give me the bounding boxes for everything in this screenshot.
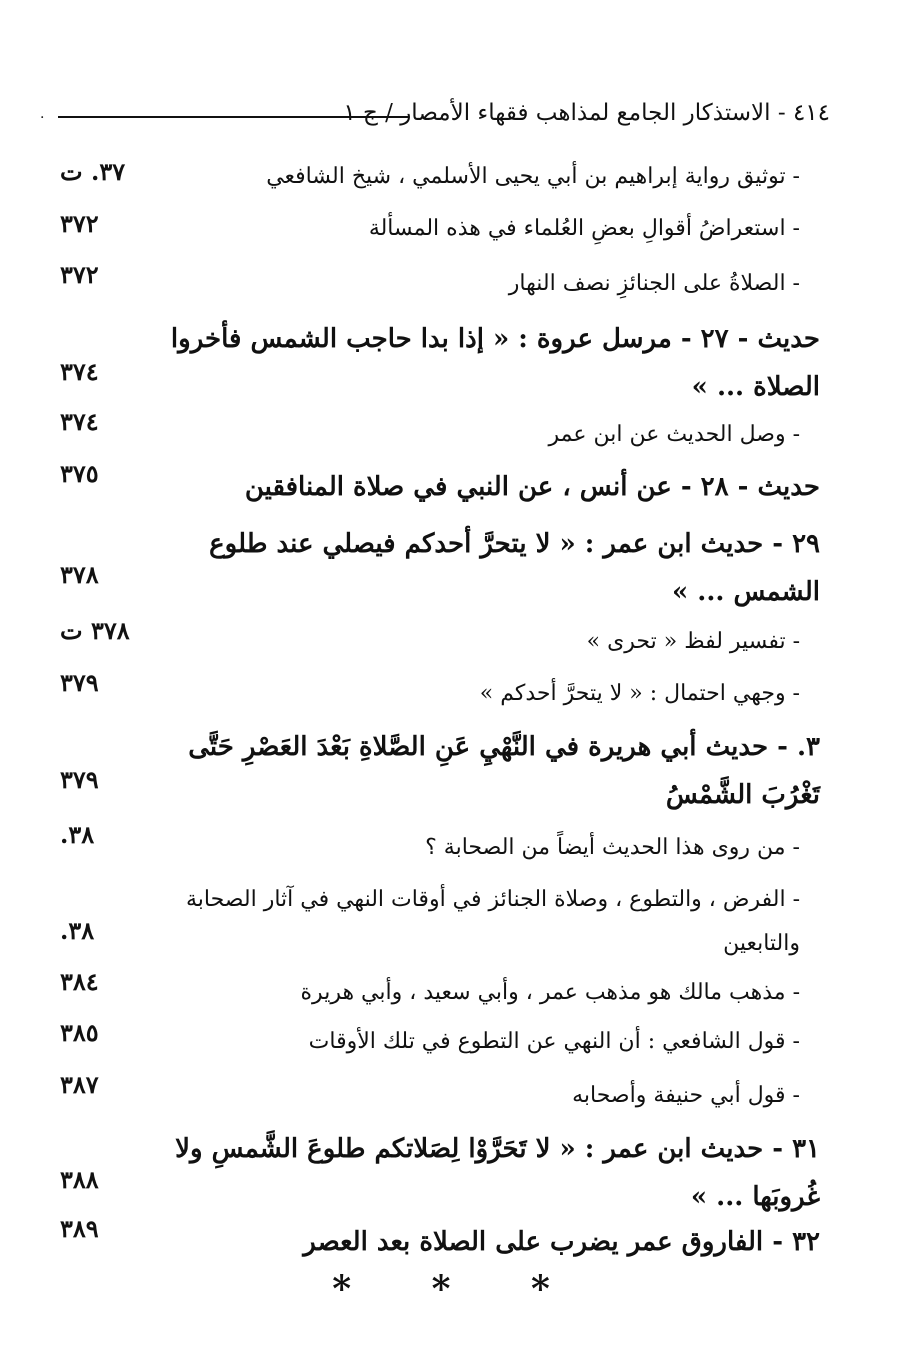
entry-page-number: ٣٨٨: [60, 1165, 99, 1194]
entry-text: حديث - ٢٨ - عن أنس ، عن النبي في صلاة المنافقين: [244, 472, 820, 502]
entry-text: - استعراضُ أقوالِ بعضِ العُلماء في هذه المسألة: [368, 216, 800, 241]
entry-text: - توثيق رواية إبراهيم بن أبي يحيى الأسلمي ، شيخ الشافعي: [266, 164, 800, 189]
entry-text: - الفرض ، والتطوع ، وصلاة الجنائز في أوقات النهي في آثار الصحابة والتابعين: [185, 887, 800, 956]
header-title: ٤١٤ - الاستذكار الجامع لمذاهب فقهاء الأمصار / ج ١: [343, 100, 830, 126]
entry-text: حديث - ٢٧ - مرسل عروة : « إذا بدا حاجب الشمس فأخروا الصلاة ... »: [170, 324, 820, 402]
entry-page-number: ٣٧٤: [60, 357, 99, 386]
entry-page-number: ٣٨.: [60, 820, 95, 849]
entry-page-number: ٣٨.: [60, 916, 95, 945]
entry-text: - من روى هذا الحديث أيضاً من الصحابة ؟: [425, 835, 800, 860]
entry-text: ٣١ - حديث ابن عمر : « لا تَحَرَّوْا لِصَلاتكم طلوعَ الشَّمسِ ولا غُروبَها ... »: [175, 1134, 820, 1212]
entry-text: - وصل الحديث عن ابن عمر: [548, 422, 800, 447]
entry-page-number: ٣٨٧: [60, 1070, 99, 1099]
entry-text: - قول الشافعي : أن النهي عن التطوع في تلك الأوقات: [308, 1029, 800, 1054]
entry-page-number: ٣٨٩: [60, 1214, 99, 1243]
entry-text: - قول أبي حنيفة وأصحابه: [572, 1083, 800, 1108]
header-rule: [58, 116, 408, 118]
entry-text: ٣٢ - الفاروق عمر يضرب على الصلاة بعد العصر: [303, 1227, 820, 1257]
entry-page-number: ٣٧٩: [60, 668, 99, 697]
header-dot: ·: [40, 110, 45, 126]
entry-text: - وجهي احتمال : « لا يتحرَّ أحدكم »: [479, 681, 800, 706]
entry-page-number: ٣٧٢: [60, 209, 99, 238]
entry-page-number: ٣٧. ت: [60, 157, 126, 186]
entry-page-number: ٣٨٤: [60, 967, 99, 996]
entry-page-number: ٣٧٢: [60, 260, 99, 289]
entry-text: ٢٩ - حديث ابن عمر : « لا يتحرَّ أحدكم فيصلي عند طلوع الشمس ... »: [209, 529, 820, 607]
entry-text: ٣. - حديث أبي هريرة في النَّهْيِ عَنِ الصَّلاةِ بَعْدَ العَصْرِ حَتَّى تَغْرُبَ الشَّمْسُ: [188, 732, 820, 810]
entry-page-number: ٣٧٨: [60, 560, 99, 589]
entry-page-number: ٣٧٥: [60, 459, 99, 488]
entry-page-number: ٣٨٥: [60, 1018, 99, 1047]
entry-page-number: ٣٧٨ ت: [60, 616, 130, 645]
entry-text: - الصلاةُ على الجنائزِ نصف النهار: [508, 271, 800, 296]
entry-page-number: ٣٧٤: [60, 407, 99, 436]
end-stars-ornament: * * *: [332, 1268, 584, 1310]
entry-text: - مذهب مالك هو مذهب عمر ، وأبي سعيد ، وأبي هريرة: [300, 980, 800, 1005]
entry-page-number: ٣٧٩: [60, 765, 99, 794]
running-header: [40, 96, 830, 136]
entry-text: - تفسير لفظ « تحرى »: [586, 629, 800, 654]
